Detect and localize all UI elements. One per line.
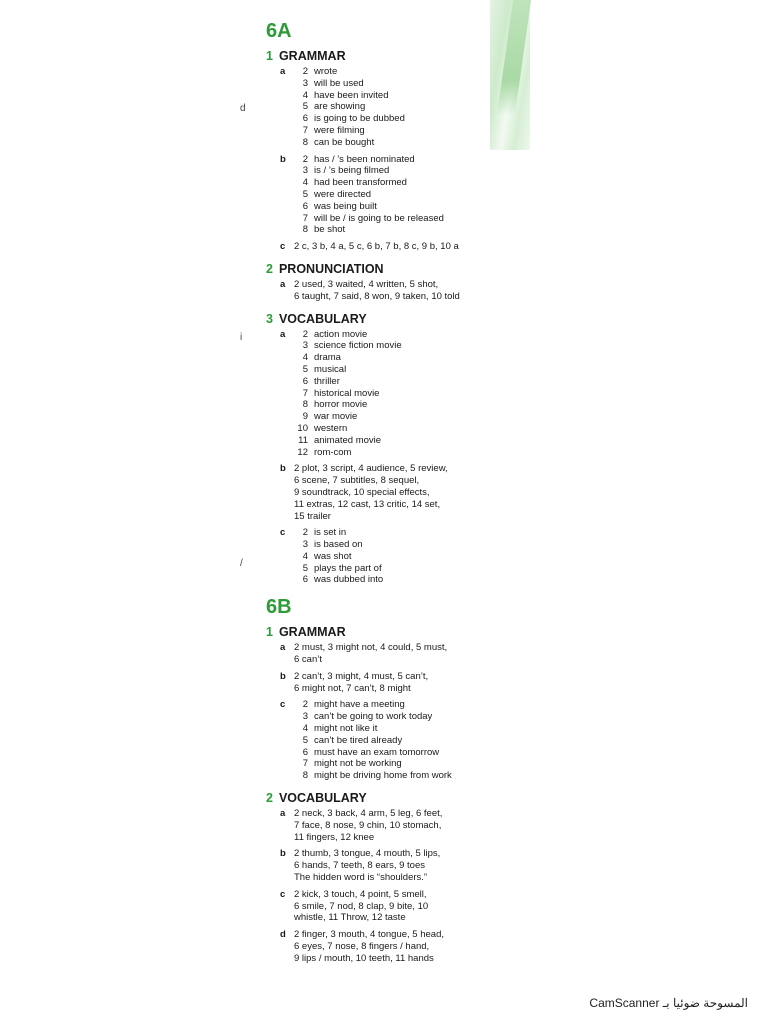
answer-item [294, 699, 452, 711]
answer-number: 2 [302, 527, 308, 539]
answer-item [294, 113, 405, 125]
answer-number: 6 [302, 113, 308, 125]
exercise-part [280, 848, 526, 883]
answer-text: will be / is going to be released [314, 212, 444, 224]
section-pronunciation [266, 261, 526, 303]
answer-item [294, 563, 383, 575]
answer-number: 8 [302, 770, 308, 782]
answer-text: have been invited [314, 89, 389, 101]
answer-number: 5 [302, 188, 308, 200]
answer-line: 11 extras, 12 cast, 13 critic, 14 set, [294, 498, 441, 510]
answer-number: 6 [302, 574, 308, 586]
answer-line: 15 trailer [294, 510, 331, 522]
answer-text: war movie [314, 411, 358, 423]
answer-number: 5 [302, 562, 308, 574]
answer-item [294, 125, 405, 137]
answer-text: was being built [314, 200, 377, 212]
part-answers [294, 279, 460, 303]
answer-item [294, 551, 383, 563]
part-letter: b [280, 848, 286, 860]
answer-text: will be used [314, 77, 364, 89]
answer-text: was dubbed into [314, 574, 384, 586]
answer-text: has / ’s been nominated [314, 153, 415, 165]
answer-text: are showing [314, 101, 366, 113]
answer-number: 8 [302, 136, 308, 148]
section-number: 1 [266, 49, 273, 63]
answer-item [294, 224, 444, 236]
answer-text: be shot [314, 224, 346, 236]
part-answers [294, 929, 444, 964]
part-answers [294, 699, 452, 782]
answer-item [294, 352, 402, 364]
answer-item [294, 770, 452, 782]
part-answers [294, 671, 428, 695]
answer-line: 6 smile, 7 nod, 8 clap, 9 bite, 10 [294, 900, 429, 912]
answer-number: 4 [302, 352, 308, 364]
answer-text: rom-com [314, 446, 352, 458]
answer-item [294, 435, 402, 447]
answer-text: can’t be tired already [314, 734, 403, 746]
answer-number: 7 [302, 212, 308, 224]
answer-text: wrote [314, 66, 338, 77]
part-letter: b [280, 670, 286, 682]
exercise-part [280, 642, 526, 666]
answer-item [294, 447, 402, 459]
scanner-watermark: CamScanner المسوحة ضوئيا بـ [589, 996, 748, 1010]
answer-text: can be bought [314, 136, 375, 148]
section-heading [266, 311, 526, 327]
section-vocabulary [266, 790, 526, 965]
answer-text: musical [314, 363, 347, 375]
answer-number: 3 [302, 711, 308, 723]
answer-item [294, 735, 452, 747]
answer-item [294, 723, 452, 735]
section-vocabulary [266, 311, 526, 587]
answer-text: thriller [314, 375, 340, 387]
margin-mark: d [240, 103, 246, 114]
answer-item [294, 78, 405, 90]
answer-text: is set in [314, 527, 347, 539]
answer-number: 4 [302, 723, 308, 735]
section-heading [266, 261, 526, 277]
answer-item [294, 66, 405, 78]
answer-line: 6 scene, 7 subtitles, 8 sequel, [294, 475, 420, 487]
part-letter: b [280, 153, 286, 165]
answer-text: horror movie [314, 399, 368, 411]
answer-text: was shot [314, 550, 352, 562]
margin-mark: / [240, 558, 243, 569]
answer-text: science fiction movie [314, 340, 402, 352]
answer-line: 2 used, 3 waited, 4 written, 5 shot, [294, 278, 439, 290]
answer-text: might not like it [314, 723, 378, 735]
answer-number: 8 [302, 399, 308, 411]
answer-item [294, 527, 383, 539]
answer-line: 2 thumb, 3 tongue, 4 mouth, 5 lips, [294, 848, 441, 860]
answer-text: might be driving home from work [314, 770, 452, 782]
answer-number: 10 [297, 422, 308, 434]
section-title: VOCABULARY [278, 791, 367, 806]
answer-item [294, 177, 444, 189]
part-answers [294, 329, 402, 459]
answer-line: 6 might not, 7 can’t, 8 might [294, 682, 411, 694]
answer-number: 4 [302, 89, 308, 101]
part-answers [294, 889, 428, 924]
answer-text: is / ’s being filmed [314, 165, 390, 177]
part-letter: a [280, 66, 286, 77]
exercise-part [280, 463, 526, 522]
answer-number: 3 [302, 165, 308, 177]
part-letter: c [280, 527, 286, 539]
part-letter: a [280, 328, 286, 340]
answer-item [294, 364, 402, 376]
section-title: GRAMMAR [278, 49, 346, 63]
part-answers [294, 808, 442, 843]
answer-number: 5 [302, 734, 308, 746]
answer-item [294, 423, 402, 435]
answer-number: 11 [298, 434, 308, 446]
answer-item [294, 411, 402, 423]
answer-number: 2 [302, 66, 308, 77]
answer-text: is going to be dubbed [314, 113, 405, 125]
answer-item [294, 90, 405, 102]
exercise-part [280, 329, 526, 459]
exercise-part [280, 671, 526, 695]
answer-number: 4 [302, 550, 308, 562]
answer-text: had been transformed [314, 177, 407, 189]
margin-mark: i [240, 332, 243, 343]
answer-item [294, 189, 444, 201]
answer-item [294, 758, 452, 770]
part-letter: b [280, 463, 286, 475]
answer-text: must have an exam tomorrow [314, 746, 440, 758]
answer-number: 8 [302, 224, 308, 236]
answer-line: 2 c, 3 b, 4 a, 5 c, 6 b, 7 b, 8 c, 9 b, 10 a [294, 241, 459, 253]
answer-number: 5 [302, 363, 308, 375]
answer-text: plays the part of [314, 562, 382, 574]
answer-text: action movie [314, 328, 368, 340]
unit-title: 6A [266, 20, 292, 42]
answer-item [294, 340, 402, 352]
answer-line: 7 face, 8 nose, 9 chin, 10 stomach, [294, 819, 442, 831]
answer-number: 2 [302, 699, 308, 711]
answer-line: 6 taught, 7 said, 8 won, 9 taken, 10 told [294, 290, 460, 302]
exercise-part [280, 154, 526, 237]
answer-text: western [314, 422, 348, 434]
answer-item [294, 137, 405, 149]
part-answers [294, 463, 448, 522]
answer-number: 3 [302, 340, 308, 352]
exercise-part [280, 527, 526, 586]
section-heading [266, 48, 526, 64]
exercise-part [280, 699, 526, 782]
answer-item [294, 399, 402, 411]
answer-item [294, 101, 405, 113]
section-grammar [266, 624, 526, 782]
answer-text: might not be working [314, 758, 402, 770]
answer-number: 7 [302, 387, 308, 399]
section-grammar [266, 48, 526, 253]
answer-number: 12 [297, 446, 308, 458]
answer-item [294, 574, 383, 586]
answer-number: 7 [302, 758, 308, 770]
answer-line: 2 finger, 3 mouth, 4 tongue, 5 head, [294, 929, 445, 941]
answer-text: is based on [314, 539, 363, 551]
part-letter: d [280, 929, 286, 941]
answer-line: 2 kick, 3 touch, 4 point, 5 smell, [294, 888, 427, 900]
answer-number: 6 [302, 375, 308, 387]
part-letter: a [280, 278, 286, 290]
exercise-part [280, 929, 526, 964]
answer-text: might have a meeting [314, 699, 405, 711]
answer-text: historical movie [314, 387, 380, 399]
answer-text: drama [314, 352, 341, 364]
answer-number: 3 [302, 77, 308, 89]
answer-number: 6 [302, 746, 308, 758]
exercise-part [280, 889, 526, 924]
answer-line: 6 hands, 7 teeth, 8 ears, 9 toes [294, 860, 425, 872]
answer-line: 6 eyes, 7 nose, 8 fingers / hand, [294, 941, 430, 953]
part-answers [294, 241, 459, 253]
section-title: GRAMMAR [278, 625, 346, 640]
part-answers [294, 527, 383, 586]
answer-item [294, 201, 444, 213]
answer-item [294, 329, 402, 341]
answer-number: 4 [302, 177, 308, 189]
exercise-part [280, 241, 526, 253]
answer-number: 2 [302, 153, 308, 165]
section-heading [266, 624, 526, 640]
section-number: 2 [266, 261, 273, 276]
answer-item [294, 388, 402, 400]
section-heading [266, 790, 526, 806]
unit-title: 6B [266, 596, 292, 619]
exercise-part [280, 279, 526, 303]
part-answers [294, 848, 440, 883]
part-answers [294, 642, 447, 666]
answer-number: 2 [302, 328, 308, 340]
part-letter: c [280, 241, 286, 253]
unit-6a [266, 18, 526, 586]
answer-number: 9 [302, 411, 308, 423]
answer-item [294, 154, 444, 166]
part-letter: c [280, 699, 286, 711]
answer-item [294, 376, 402, 388]
section-number: 3 [266, 311, 273, 326]
answer-number: 3 [302, 539, 308, 551]
part-answers [294, 154, 444, 237]
section-number: 2 [266, 791, 273, 806]
answer-item [294, 539, 383, 551]
part-letter: c [280, 888, 286, 900]
answer-line: 2 plot, 3 script, 4 audience, 5 review, [294, 463, 448, 475]
answer-item [294, 213, 444, 225]
part-letter: a [280, 808, 286, 820]
answer-line: 2 can’t, 3 might, 4 must, 5 can’t, [294, 670, 429, 682]
answer-line: 6 can’t [294, 654, 322, 666]
answer-number: 5 [302, 101, 308, 113]
answer-line: 2 neck, 3 back, 4 arm, 5 leg, 6 feet, [294, 808, 443, 820]
answer-line: 9 soundtrack, 10 special effects, [294, 486, 430, 498]
answer-number: 6 [302, 200, 308, 212]
answer-line: 11 fingers, 12 knee [294, 831, 375, 843]
unit-6b [266, 594, 526, 964]
section-title: VOCABULARY [278, 311, 367, 326]
answer-text: were directed [314, 188, 372, 200]
answer-number: 7 [302, 124, 308, 136]
exercise-part [280, 66, 526, 149]
answer-text: animated movie [314, 434, 382, 446]
answer-line: 2 must, 3 might not, 4 could, 5 must, [294, 642, 448, 654]
answer-item [294, 711, 452, 723]
answer-item [294, 747, 452, 759]
answer-text: were filming [314, 124, 365, 136]
section-number: 1 [266, 625, 273, 640]
part-letter: a [280, 642, 286, 654]
answer-line: The hidden word is “shoulders.” [294, 872, 428, 884]
part-answers [294, 66, 405, 149]
answer-line: whistle, 11 Throw, 12 taste [294, 912, 406, 924]
exercise-part [280, 808, 526, 843]
answer-item [294, 165, 444, 177]
section-title: PRONUNCIATION [278, 261, 384, 276]
answer-key [266, 18, 526, 973]
answer-text: can’t be going to work today [314, 711, 433, 723]
answer-line: 9 lips / mouth, 10 teeth, 11 hands [294, 952, 434, 964]
